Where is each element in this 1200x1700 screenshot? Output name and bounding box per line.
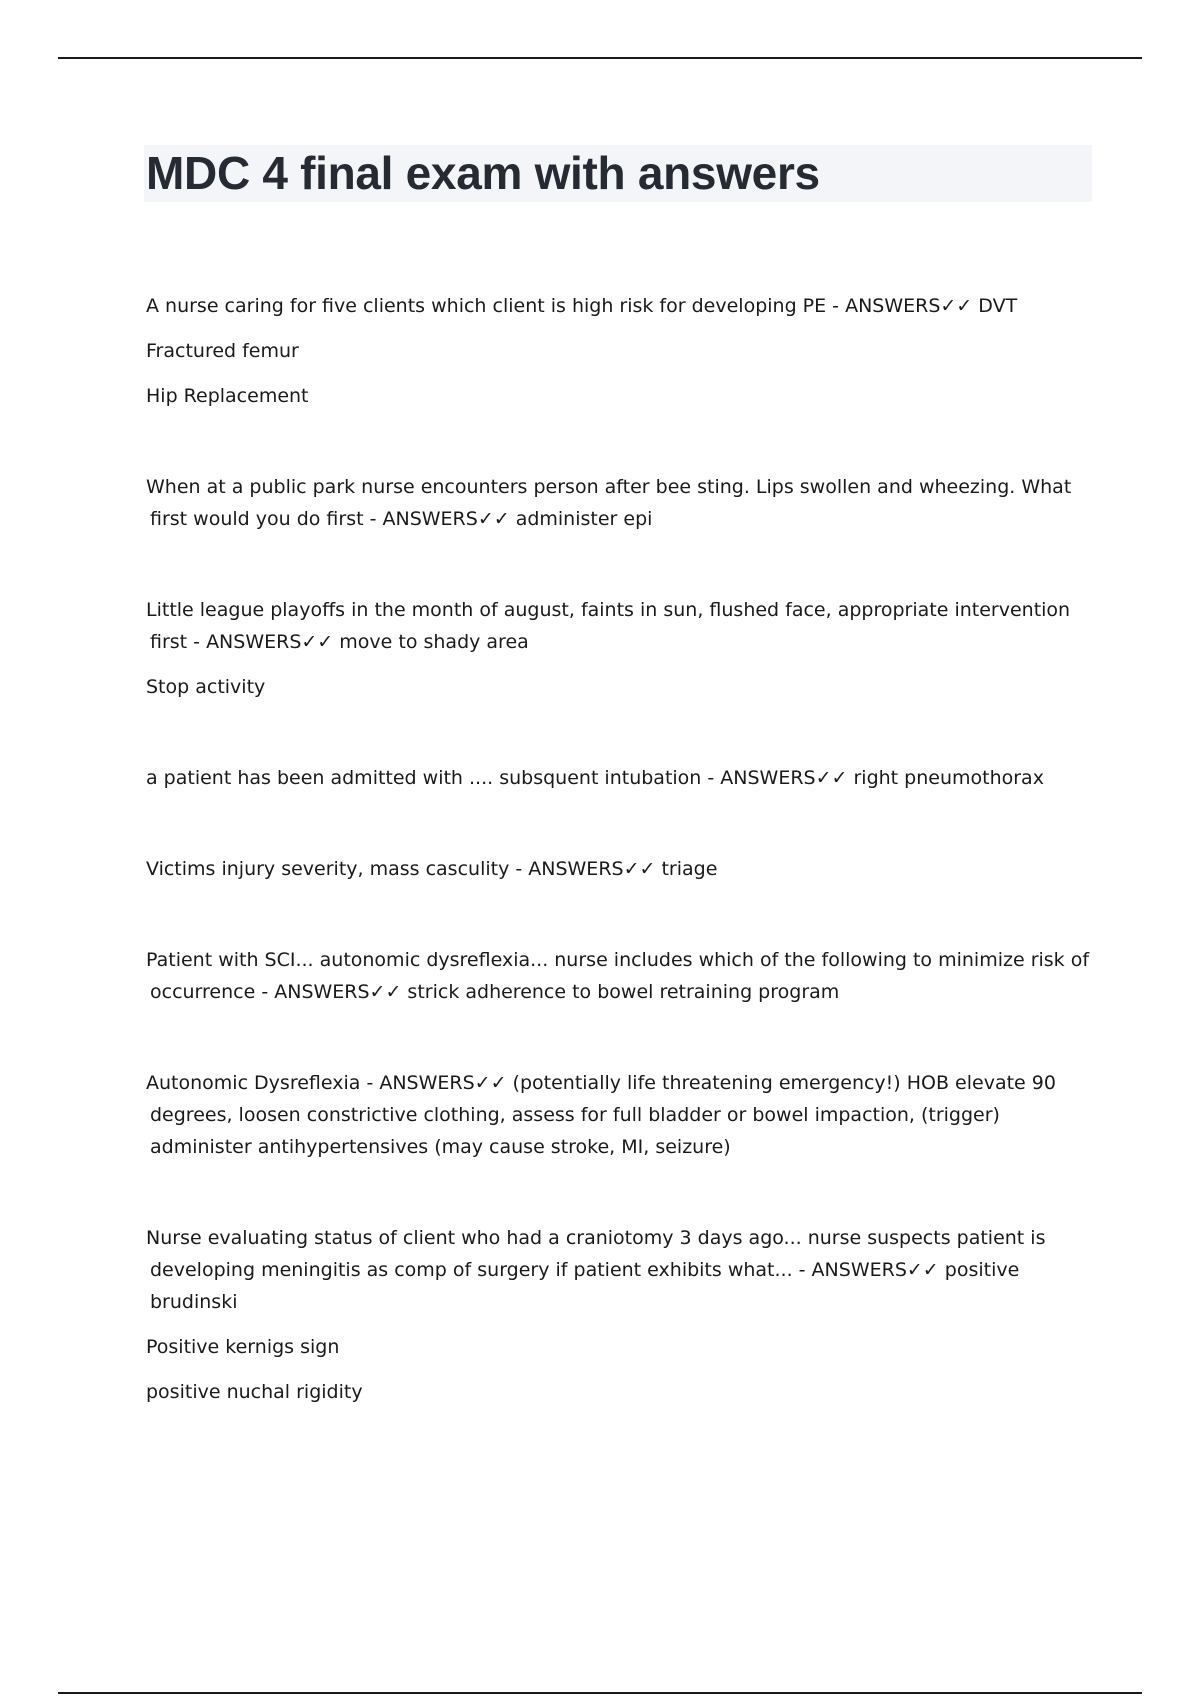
qa-question: Autonomic Dysreflexia - ANSWERS✓✓ (potentially life threatening emergency!) HOB elevate 90 degrees, loosen constrictive clothing, assess for full bladder or bowel impaction, (trigger) administer antihypertensives (may cause stroke, MI, seizure)	[146, 1072, 1056, 1158]
qa-item	[146, 853, 1096, 885]
qa-item	[146, 1067, 1096, 1163]
bottom-rule	[58, 1692, 1142, 1694]
qa-extra-line: Hip Replacement	[146, 385, 309, 407]
qa-question: Patient with SCI... autonomic dysreflexia... nurse includes which of the following to minimize risk of occurrence - ANSWERS✓✓ strick adherence to bowel retraining program	[146, 949, 1090, 1003]
qa-question: Nurse evaluating status of client who had a craniotomy 3 days ago... nurse suspects patient is developing meningitis as comp of surgery if patient exhibits what... - ANSWERS✓✓ positive brudinski	[146, 1227, 1046, 1313]
qa-item	[146, 762, 1096, 794]
document-title: MDC 4 final exam with answers	[146, 147, 820, 199]
qa-question: When at a public park nurse encounters person after bee sting. Lips swollen and wheezing. What first would you do first - ANSWERS✓✓ administer epi	[146, 476, 1072, 530]
qa-item	[146, 471, 1096, 535]
qa-extra-line: Fractured femur	[146, 340, 299, 362]
qa-question: Victims injury severity, mass casculity - ANSWERS✓✓ triage	[146, 858, 718, 880]
qa-question: A nurse caring for five clients which client is high risk for developing PE - ANSWERS✓✓ DVT	[146, 295, 1018, 317]
qa-question: a patient has been admitted with .... subsquent intubation - ANSWERS✓✓ right pneumothorax	[146, 767, 1044, 789]
qa-item	[146, 944, 1096, 1008]
qa-question: Little league playoffs in the month of august, faints in sun, flushed face, appropriate intervention first - ANSWERS✓✓ move to shady area	[146, 599, 1071, 653]
qa-list	[146, 290, 1096, 1467]
qa-extra-line: Positive kernigs sign	[146, 1336, 340, 1358]
qa-item	[146, 1222, 1096, 1408]
qa-extra-line: positive nuchal rigidity	[146, 1381, 363, 1403]
top-rule	[58, 57, 1142, 59]
qa-item	[146, 290, 1096, 412]
qa-extra-line: Stop activity	[146, 676, 266, 698]
qa-item	[146, 594, 1096, 703]
